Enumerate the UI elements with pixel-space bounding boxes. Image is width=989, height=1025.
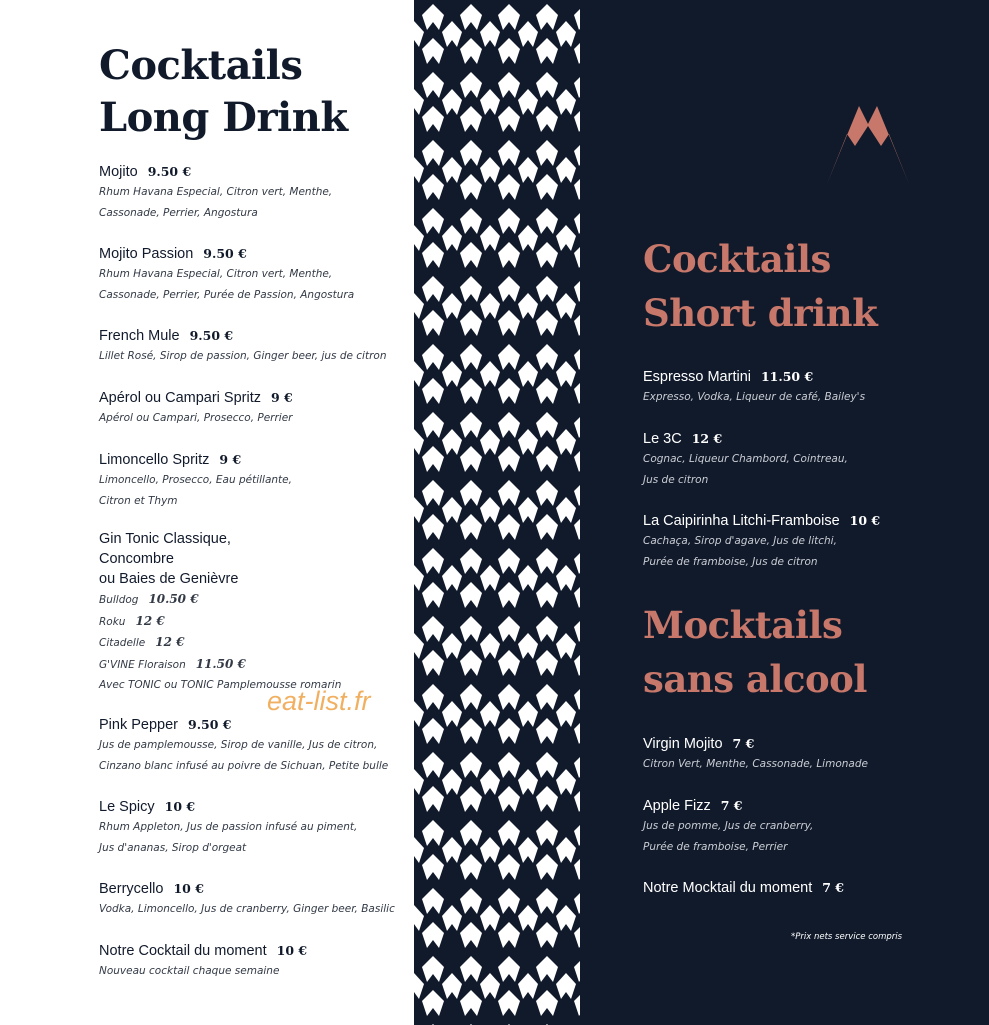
- item-name: Concombre: [99, 551, 174, 567]
- item-price: 9.50 €: [188, 717, 232, 732]
- item-name: Virgin Mojito: [643, 736, 723, 752]
- item-name: Le 3C: [643, 431, 682, 447]
- gin-tonic-note: Avec TONIC ou TONIC Pamplemousse romarin: [99, 679, 342, 691]
- item-price: 12 €: [155, 635, 185, 649]
- mountain-logo-icon: [825, 104, 911, 186]
- item-name: Mojito Passion: [99, 246, 194, 262]
- item-price: 10 €: [849, 513, 881, 528]
- item-name: French Mule: [99, 328, 180, 344]
- menu-item-aperol-spritz: [99, 388, 419, 429]
- menu-item-pink-pepper: [99, 715, 419, 777]
- item-price: 12 €: [691, 431, 723, 446]
- menu-item-cocktail-du-moment: [99, 941, 419, 982]
- item-description: Limoncello, Prosecco, Eau pétillante,: [99, 474, 292, 486]
- item-price: 11.50 €: [760, 369, 814, 384]
- menu-item-mojito-passion: [99, 244, 419, 306]
- long-drink-title-line1: Cocktails: [99, 42, 303, 89]
- item-price: 12 €: [135, 613, 165, 628]
- item-name: Notre Cocktail du moment: [99, 943, 267, 959]
- item-name: Gin Tonic Classique,: [99, 531, 231, 547]
- menu-item-apple-fizz: [643, 796, 963, 858]
- item-description: Citron et Thym: [99, 495, 178, 507]
- item-name: La Caipirinha Litchi-Framboise: [643, 513, 840, 529]
- item-description: Cachaça, Sirop d'agave, Jus de litchi,: [643, 535, 837, 547]
- right-panel: [580, 0, 989, 1025]
- item-description: Jus de pamplemousse, Sirop de vanille, Jus de citron,: [99, 739, 378, 751]
- item-description: Rhum Havana Especial, Citron vert, Menthe,: [99, 268, 333, 280]
- menu-item-caipirinha: [643, 511, 983, 573]
- item-name: Le Spicy: [99, 799, 155, 815]
- item-price: 10.50 €: [148, 592, 199, 606]
- item-price: 11.50 €: [195, 656, 246, 671]
- item-name: ou Baies de Genièvre: [99, 571, 239, 587]
- item-description: Cinzano blanc infusé au poivre de Sichuan, Petite bulle: [99, 760, 389, 772]
- left-panel: [0, 0, 414, 1025]
- long-drink-title: [99, 40, 348, 144]
- item-price: 10 €: [276, 943, 308, 958]
- menu-item-mojito: [99, 162, 419, 224]
- item-description: Jus d'ananas, Sirop d'orgeat: [99, 842, 247, 854]
- menu-item-french-mule: [99, 326, 419, 367]
- mocktails-title-line2: sans alcool: [643, 657, 867, 701]
- item-price: 7 €: [822, 880, 844, 895]
- item-description: Expresso, Vodka, Liqueur de café, Bailey's: [643, 391, 866, 403]
- item-description: Purée de framboise, Jus de citron: [643, 556, 818, 568]
- short-drink-title-line2: Short drink: [643, 291, 878, 335]
- item-description: Nouveau cocktail chaque semaine: [99, 965, 280, 977]
- item-price: 9.50 €: [203, 246, 247, 261]
- price-footnote: *Prix nets service compris: [791, 932, 903, 942]
- item-description: Apérol ou Campari, Prosecco, Perrier: [99, 412, 293, 424]
- mocktails-title: [643, 598, 867, 706]
- item-price: 9.50 €: [189, 328, 234, 343]
- menu-item-le-spicy: [99, 797, 419, 859]
- item-name: Apérol ou Campari Spritz: [99, 390, 261, 406]
- gin-variant: Roku 12 €: [99, 613, 165, 628]
- item-description: Cassonade, Perrier, Purée de Passion, Angostura: [99, 289, 355, 301]
- item-price: 7 €: [732, 736, 755, 751]
- gin-variant: G'VINE Floraison 11.50 €: [99, 656, 246, 671]
- menu-item-gin-tonic: [99, 529, 419, 696]
- geometric-pattern-icon: [414, 0, 580, 1025]
- menu-item-le-3c: [643, 429, 963, 491]
- item-name: Notre Mocktail du moment: [643, 880, 813, 896]
- mocktails-title-line1: Mocktails: [643, 603, 843, 647]
- watermark: eat-list.fr: [267, 686, 371, 716]
- gin-variant: Citadelle 12 €: [99, 635, 185, 649]
- item-description: Jus de citron: [643, 474, 709, 486]
- short-drink-title: [643, 232, 877, 340]
- item-price: 7 €: [720, 798, 743, 813]
- short-drink-title-line1: Cocktails: [643, 237, 831, 281]
- item-price: 10 €: [173, 881, 204, 896]
- item-name: Berrycello: [99, 881, 164, 897]
- decorative-pattern-strip: [414, 0, 580, 1025]
- item-description: Lillet Rosé, Sirop de passion, Ginger beer, jus de citron: [99, 350, 387, 362]
- item-description: Rhum Havana Especial, Citron vert, Menthe,: [99, 186, 333, 198]
- menu-item-virgin-mojito: [643, 734, 963, 775]
- item-description: Rhum Appleton, Jus de passion infusé au piment,: [99, 821, 358, 833]
- item-price: 9 €: [271, 390, 293, 405]
- item-price: 9.50 €: [147, 164, 192, 179]
- item-name: Pink Pepper: [99, 717, 178, 733]
- item-price: 9 €: [219, 452, 242, 467]
- item-price: 10 €: [164, 799, 196, 814]
- item-name: Mojito: [99, 164, 138, 180]
- menu-item-limoncello-spritz: [99, 450, 419, 512]
- menu-item-espresso-martini: [643, 367, 963, 408]
- item-name: Limoncello Spritz: [99, 452, 210, 468]
- item-description: Citron Vert, Menthe, Cassonade, Limonade: [643, 758, 868, 770]
- gin-variant: Bulldog 10.50 €: [99, 592, 199, 606]
- item-description: Purée de framboise, Perrier: [643, 841, 788, 853]
- long-drink-title-line2: Long Drink: [99, 94, 348, 141]
- item-description: Vodka, Limoncello, Jus de cranberry, Ginger beer, Basilic: [99, 903, 395, 915]
- item-description: Cognac, Liqueur Chambord, Cointreau,: [643, 453, 848, 465]
- item-name: Espresso Martini: [643, 369, 751, 385]
- menu-item-berrycello: [99, 879, 419, 920]
- item-description: Cassonade, Perrier, Angostura: [99, 207, 258, 219]
- item-description: Jus de pomme, Jus de cranberry,: [643, 820, 814, 832]
- menu-item-mocktail-du-moment: [643, 878, 963, 898]
- item-name: Apple Fizz: [643, 798, 711, 814]
